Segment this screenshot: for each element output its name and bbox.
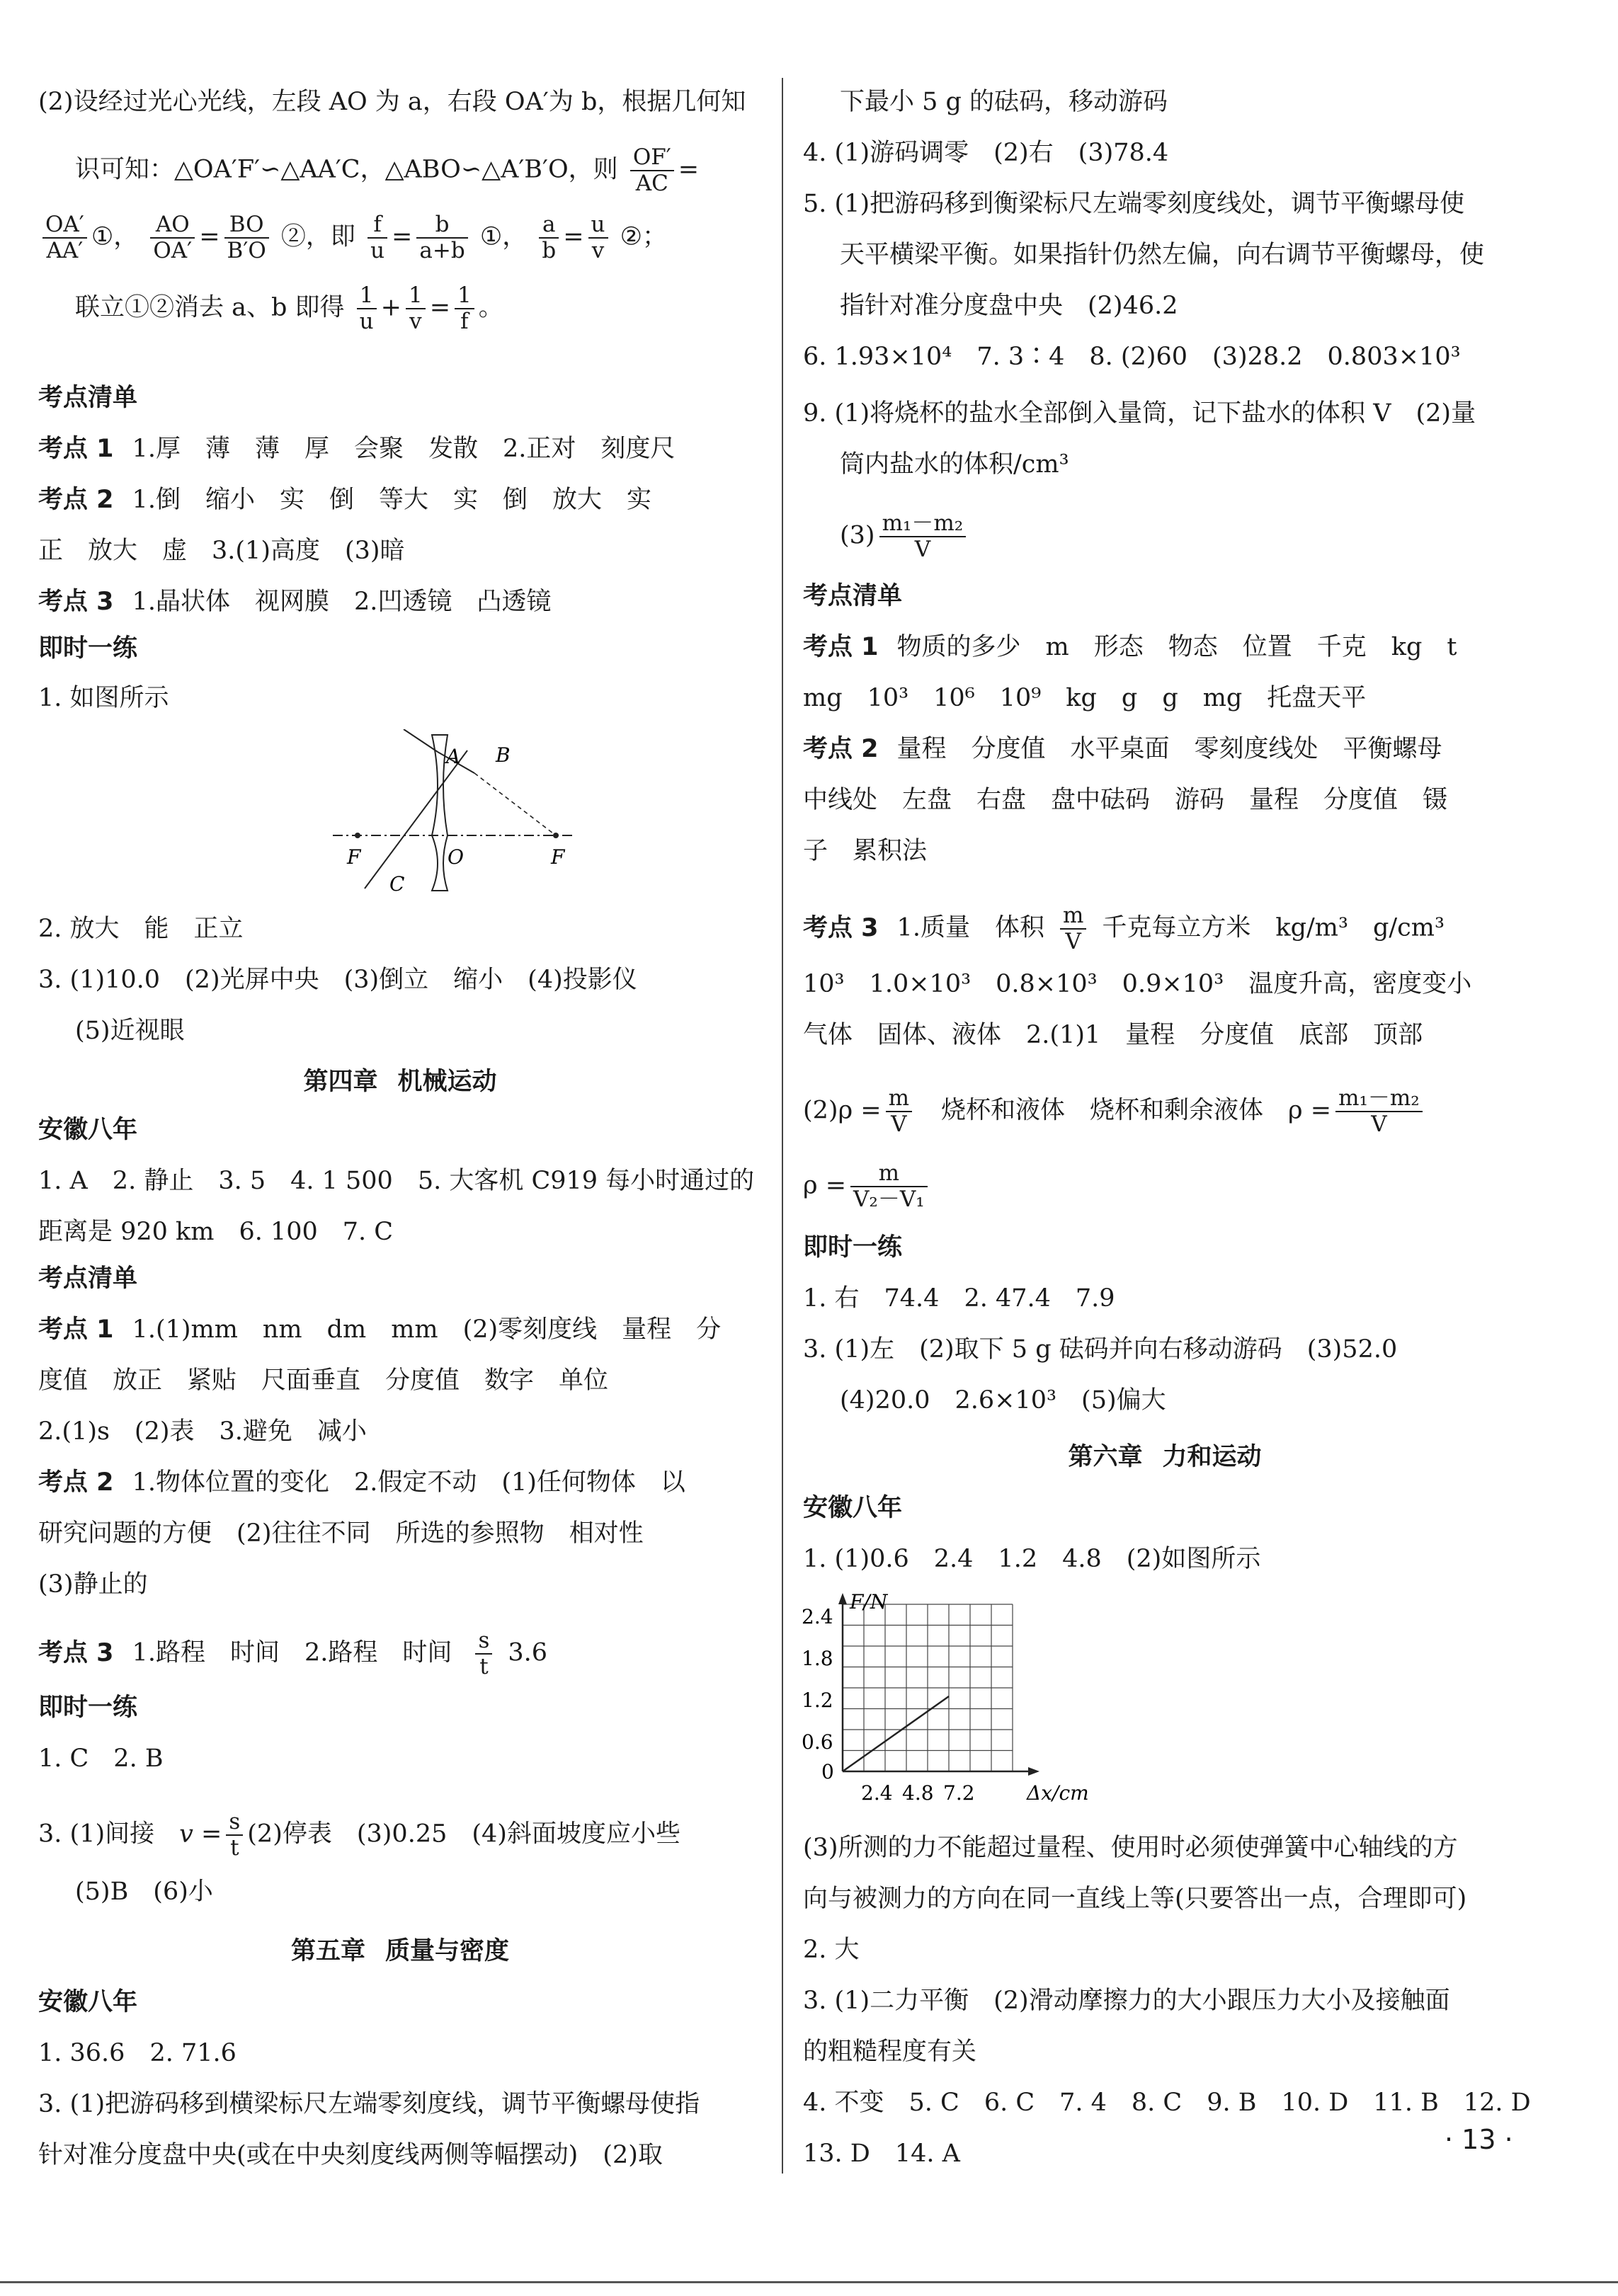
text-line: 下最小 5 g 的砝码，移动游码 — [840, 88, 1168, 116]
text-line: 1. (1)0.6 2.4 1.2 4.8 (2)如图所示 — [803, 1545, 1261, 1573]
denominator: b — [542, 238, 557, 263]
chapter-number: 第六章 — [1068, 1443, 1143, 1471]
focal-point-left — [355, 833, 360, 838]
text-span: 。 — [478, 293, 503, 322]
numerator: s — [475, 1628, 492, 1655]
text-span: 千克每立方米 kg/m³ g/cm³ — [1102, 913, 1445, 942]
text-line: mg 10³ 10⁶ 10⁹ kg g g mg 托盘天平 — [803, 684, 1367, 712]
text-line — [38, 1314, 721, 1345]
virtual-extension — [474, 773, 556, 835]
kaodian-label: 考点 2 — [803, 735, 879, 763]
text-line: 1. 右 74.4 2. 47.4 7.9 — [803, 1284, 1115, 1313]
denominator: v — [591, 238, 605, 263]
label-b: B — [496, 743, 511, 767]
text-line: 3. (1)10.0 (2)光屏中央 (3)倒立 缩小 (4)投影仪 — [38, 966, 637, 994]
kaodian-label: 考点 1 — [38, 435, 114, 463]
x-tick-7.2: 7.2 — [943, 1781, 975, 1805]
label-a: A — [446, 745, 461, 768]
numerator: 1 — [357, 283, 377, 309]
numerator: f — [368, 212, 387, 239]
text-line: 天平横梁平衡。如果指针仍然左偏，向右调节平衡螺母，使 — [840, 241, 1485, 269]
text-span: 1.晶状体 视网膜 2.凹透镜 凸透镜 — [132, 588, 552, 616]
text-line: 中线处 左盘 右盘 盘中砝码 游码 量程 分度值 镊 — [803, 786, 1448, 814]
denominator: f — [460, 309, 469, 334]
text-span: ①， — [479, 222, 528, 251]
footer-rule — [0, 2281, 1618, 2283]
chapter-title — [793, 1441, 1537, 1473]
text-span: 烧杯和液体 烧杯和剩余液体 ρ = — [941, 1096, 1332, 1125]
data-line — [843, 1696, 949, 1771]
section-heading: 安徽八年 — [38, 1988, 138, 2016]
fraction — [406, 283, 426, 334]
denominator: AC — [635, 171, 668, 196]
section-heading: 即时一练 — [803, 1233, 903, 1262]
label-o: O — [448, 845, 464, 869]
section-heading: 安徽八年 — [38, 1116, 138, 1144]
text-span: ②； — [620, 222, 668, 251]
text-line: 4. 不变 5. C 6. C 7. 4 8. C 9. B 10. D 11. B 12. D — [803, 2089, 1531, 2117]
text-line — [38, 1810, 680, 1861]
text-line — [803, 1161, 932, 1212]
text-line — [38, 1628, 547, 1679]
fraction — [475, 1628, 492, 1679]
text-span: 1.倒 缩小 实 倒 等大 实 倒 放大 实 — [132, 486, 651, 514]
fraction — [42, 212, 87, 263]
denominator: AA′ — [46, 238, 84, 263]
fraction — [879, 511, 967, 562]
numerator: OF′ — [630, 145, 674, 171]
text-line: 1. 如图所示 — [38, 684, 169, 712]
text-line: 指针对准分度盘中央 (2)46.2 — [840, 292, 1178, 320]
chapter-number: 第五章 — [290, 1937, 365, 1965]
numerator: BO — [224, 212, 269, 239]
section-heading: 考点清单 — [803, 582, 903, 610]
section-heading: 即时一练 — [38, 634, 138, 663]
text-line: 气体 固体、液体 2.(1)1 量程 分度值 底部 顶部 — [803, 1021, 1423, 1049]
text-line: (2)设经过光心光线，左段 AO 为 a，右段 OA′为 b，根据几何知 — [38, 88, 746, 116]
text-span: 1.路程 时间 2.路程 时间 — [132, 1638, 452, 1667]
section-heading: 即时一练 — [38, 1694, 138, 1722]
concave-lens — [432, 735, 448, 891]
text-span: (2)ρ = — [803, 1096, 882, 1125]
numerator: m — [1060, 903, 1086, 930]
text-line: 的粗糙程度有关 — [803, 2038, 977, 2066]
text-line: (3)静止的 — [38, 1570, 148, 1599]
text-line: 5. (1)把游码移到衡梁标尺左端零刻度线处，调节平衡螺母使 — [803, 190, 1465, 218]
text-span: = — [563, 222, 584, 251]
text-span: 1.物体位置的变化 2.假定不动 (1)任何物体 以 — [132, 1468, 685, 1497]
numerator: m — [850, 1161, 928, 1187]
text-span: ①， — [91, 222, 139, 251]
y-tick-2.4: 2.4 — [802, 1605, 833, 1628]
text-line — [38, 586, 551, 617]
numerator: s — [226, 1810, 243, 1836]
fraction — [357, 283, 377, 334]
section-heading: 考点清单 — [38, 1264, 138, 1293]
text-line: (4)20.0 2.6×10³ (5)偏大 — [840, 1386, 1166, 1415]
text-line — [803, 903, 1445, 954]
text-span: 1.厚 薄 薄 厚 会聚 发散 2.正对 刻度尺 — [132, 435, 676, 463]
text-line: 3. (1)左 (2)取下 5 g 砝码并向右移动游码 (3)52.0 — [803, 1335, 1398, 1364]
kaodian-label: 考点 1 — [38, 1315, 114, 1344]
numerator: 1 — [455, 283, 474, 309]
text-span: 量程 分度值 水平桌面 零刻度线处 平衡螺母 — [896, 735, 1442, 763]
y-tick-0.6: 0.6 — [802, 1730, 833, 1754]
text-line: 3. (1)二力平衡 (2)滑动摩擦力的大小跟压力大小及接触面 — [803, 1987, 1450, 2015]
text-span: 1.(1)mm nm dm mm (2)零刻度线 量程 分 — [132, 1315, 722, 1344]
denominator: V — [1371, 1112, 1387, 1137]
fraction — [455, 283, 474, 334]
denominator: u — [370, 238, 385, 263]
numerator: m₁－m₂ — [1335, 1086, 1423, 1112]
numerator: 1 — [406, 283, 426, 309]
focal-point-right — [553, 833, 559, 838]
fraction — [850, 1161, 928, 1212]
text-line — [38, 433, 675, 464]
text-line — [803, 1086, 1427, 1137]
text-line: 1. C 2. B — [38, 1744, 164, 1773]
numerator: a — [539, 212, 559, 239]
numerator: AO — [150, 212, 195, 239]
text-line: 13. D 14. A — [803, 2140, 960, 2168]
section-heading: 安徽八年 — [803, 1494, 903, 1522]
text-span: = — [199, 222, 220, 251]
x-axis-arrow — [1028, 1767, 1039, 1776]
denominator: V — [1065, 929, 1081, 954]
text-line: 子 累积法 — [803, 837, 928, 865]
chapter-number: 第四章 — [303, 1068, 378, 1096]
text-line — [840, 511, 970, 562]
text-line — [75, 145, 699, 196]
page-number: · 13 · — [1445, 2124, 1513, 2155]
fraction — [1060, 903, 1086, 954]
text-line: (3)所测的力不能超过量程、使用时必须使弹簧中心轴线的方 — [803, 1834, 1458, 1862]
fraction — [630, 145, 674, 196]
x-tick-4.8: 4.8 — [902, 1781, 934, 1805]
text-span: 物质的多少 m 形态 物态 位置 千克 kg t — [896, 633, 1457, 661]
text-span: v = — [179, 1820, 222, 1849]
spring-force-graph — [793, 1586, 1119, 1812]
denominator: t — [479, 1654, 489, 1679]
denominator: t — [230, 1835, 239, 1861]
text-line: 距离是 920 km 6. 100 7. C — [38, 1218, 394, 1246]
numerator: u — [588, 212, 608, 239]
text-line — [38, 484, 651, 515]
text-span: ②，即 — [280, 222, 355, 251]
fraction — [1335, 1086, 1423, 1137]
text-line: 4. (1)游码调零 (2)右 (3)78.4 — [803, 139, 1169, 167]
text-line: 2. 大 — [803, 1936, 860, 1964]
chapter-name: 质量与密度 — [385, 1937, 510, 1965]
text-line: 2. 放大 能 正立 — [38, 915, 244, 943]
kaodian-label: 考点 3 — [38, 588, 114, 616]
text-line — [803, 632, 1457, 663]
chapter-name: 机械运动 — [397, 1068, 497, 1096]
section-heading: 考点清单 — [38, 384, 138, 412]
text-line: 9. (1)将烧杯的盐水全部倒入量筒，记下盐水的体积 V (2)量 — [803, 399, 1476, 428]
text-line: 10³ 1.0×10³ 0.8×10³ 0.9×10³ 温度升高，密度变小 — [803, 970, 1472, 998]
text-span: 联立①②消去 a、b 即得 — [75, 293, 345, 322]
text-span: 识可知：△OA′F′∽△AA′C，△ABO∽△A′B′O，则 — [75, 155, 618, 184]
label-f-right: F — [551, 845, 565, 869]
text-span: (3) — [840, 521, 875, 550]
numerator: m — [886, 1086, 912, 1112]
y-tick-1.2: 1.2 — [802, 1689, 833, 1712]
numerator: m₁－m₂ — [879, 511, 967, 537]
text-line: 研究问题的方便 (2)往往不同 所选的参照物 相对性 — [38, 1519, 644, 1548]
text-span: 3.6 — [508, 1638, 548, 1667]
chapter-title — [28, 1936, 772, 1967]
kaodian-label: 考点 3 — [38, 1638, 114, 1667]
text-span: = — [392, 222, 413, 251]
kaodian-label: 考点 3 — [803, 913, 879, 942]
lens-ray-diagram — [326, 729, 581, 892]
label-c: C — [389, 872, 405, 892]
text-line: 6. 1.93×10⁴ 7. 3∶4 8. (2)60 (3)28.2 0.803×10³ — [803, 343, 1461, 371]
text-span: 3. (1)间接 — [38, 1820, 155, 1849]
denominator: OA′ — [153, 238, 193, 263]
y-axis-label: F/N — [850, 1590, 888, 1614]
kaodian-label: 考点 1 — [803, 633, 879, 661]
y-tick-0: 0 — [821, 1760, 834, 1783]
fraction — [224, 212, 269, 263]
text-line: 2.(1)s (2)表 3.避免 减小 — [38, 1417, 367, 1446]
denominator: v — [409, 309, 422, 334]
text-line — [75, 283, 503, 334]
text-span: + — [380, 293, 401, 322]
x-tick-2.4: 2.4 — [861, 1781, 893, 1805]
text-line — [803, 733, 1442, 765]
column-divider — [782, 78, 783, 2174]
denominator: u — [359, 309, 374, 334]
text-line: 3. (1)把游码移到横梁标尺左端零刻度线，调节平衡螺母使指 — [38, 2090, 700, 2118]
text-line — [38, 1467, 685, 1498]
chapter-title — [28, 1066, 772, 1097]
y-axis-arrow — [838, 1593, 847, 1604]
x-axis-label: Δx/cm — [1027, 1781, 1089, 1805]
fraction — [226, 1810, 243, 1861]
label-f-left: F — [347, 845, 361, 869]
text-span: = — [429, 293, 451, 322]
kaodian-label: 考点 2 — [38, 486, 114, 514]
fraction — [368, 212, 387, 263]
text-line: 度值 放正 紧贴 尺面垂直 分度值 数字 单位 — [38, 1366, 609, 1395]
graph-grid — [843, 1604, 1013, 1771]
fraction — [588, 212, 608, 263]
text-line: 向与被测力的方向在同一直线上等(只要答出一点，合理即可) — [803, 1885, 1467, 1913]
kaodian-label: 考点 2 — [38, 1468, 114, 1497]
numerator: OA′ — [42, 212, 87, 239]
denominator: V₂－V₁ — [853, 1187, 925, 1212]
text-line: (5)B (6)小 — [75, 1878, 213, 1906]
fraction — [416, 212, 467, 263]
text-line: 1. 36.6 2. 71.6 — [38, 2039, 237, 2067]
chapter-name: 力和运动 — [1162, 1443, 1262, 1471]
text-span: (2)停表 (3)0.25 (4)斜面坡度应小些 — [247, 1820, 680, 1849]
denominator: V — [914, 537, 931, 562]
denominator: V — [891, 1112, 907, 1137]
fraction — [886, 1086, 912, 1137]
numerator: b — [416, 212, 467, 239]
fraction — [150, 212, 195, 263]
y-tick-1.8: 1.8 — [802, 1647, 833, 1670]
text-line: (5)近视眼 — [75, 1017, 185, 1045]
text-span: = — [678, 155, 700, 184]
denominator: B′O — [227, 238, 266, 263]
text-line: 筒内盐水的体积/cm³ — [840, 450, 1069, 479]
text-line: 正 放大 虚 3.(1)高度 (3)暗 — [38, 537, 405, 565]
denominator: a+b — [419, 238, 465, 263]
text-span: 1.质量 体积 — [896, 913, 1044, 942]
fraction — [539, 212, 559, 263]
text-line: 1. A 2. 静止 3. 5 4. 1 500 5. 大客机 C919 每小时通过的 — [38, 1167, 755, 1195]
text-line — [38, 212, 667, 263]
text-line: 针对准分度盘中央(或在中央刻度线两侧等幅摆动) (2)取 — [38, 2141, 663, 2169]
text-span: ρ = — [803, 1171, 847, 1200]
